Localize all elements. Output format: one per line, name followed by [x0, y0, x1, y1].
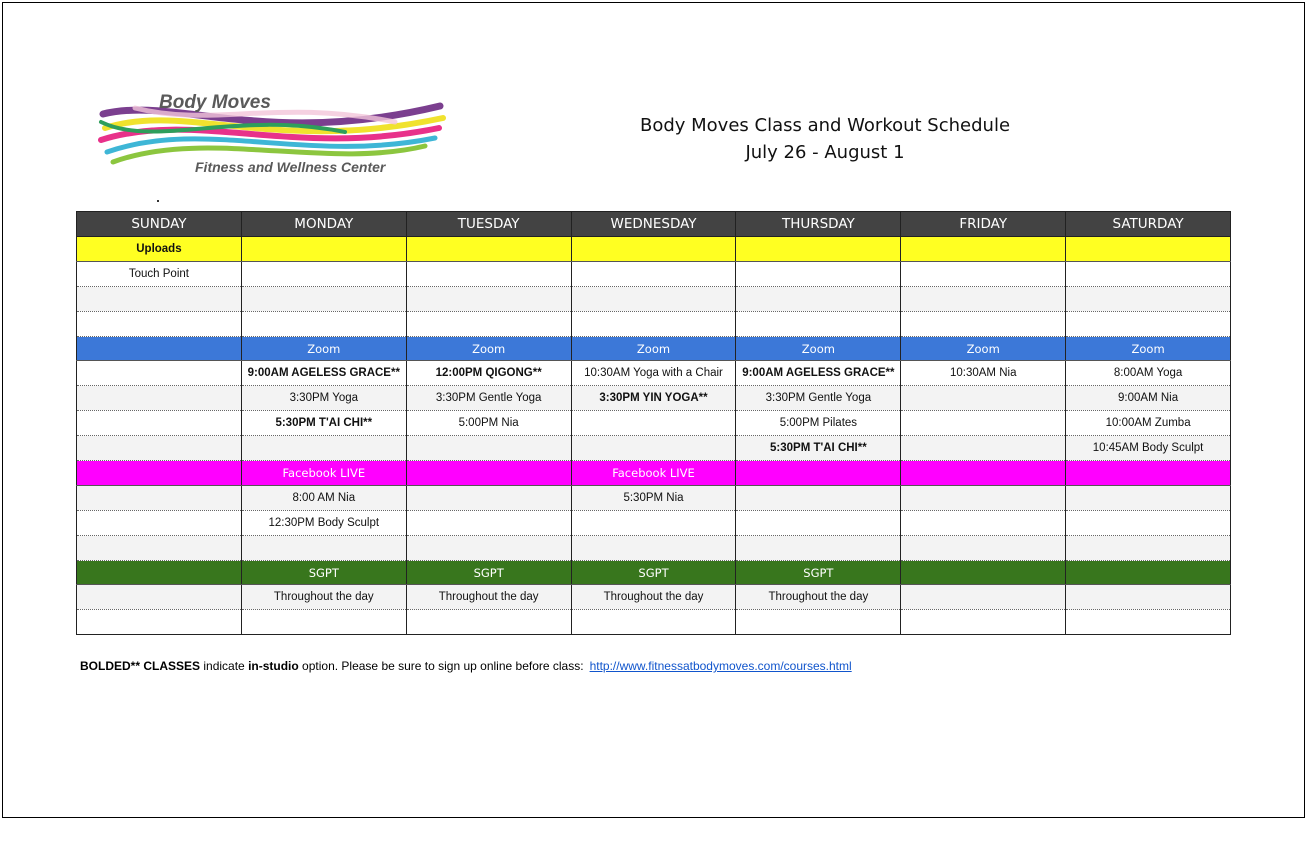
schedule-cell: 3:30PM Gentle Yoga	[736, 386, 901, 411]
schedule-cell	[736, 261, 901, 286]
section-band-cell: Zoom	[406, 336, 571, 361]
section-band-cell: SGPT	[406, 560, 571, 585]
schedule-row	[77, 386, 1231, 411]
day-header: FRIDAY	[901, 212, 1066, 237]
schedule-cell	[901, 510, 1066, 535]
section-band-cell	[736, 461, 901, 486]
section-band-cell	[406, 461, 571, 486]
schedule-cell	[736, 510, 901, 535]
schedule-cell	[77, 386, 242, 411]
schedule-cell	[406, 261, 571, 286]
section-band-cell	[901, 461, 1066, 486]
section-band-cell: SGPT	[241, 560, 406, 585]
schedule-cell: 3:30PM Gentle Yoga	[406, 386, 571, 411]
section-band-green	[77, 560, 1231, 585]
schedule-cell	[901, 485, 1066, 510]
schedule-cell	[736, 311, 901, 336]
schedule-cell	[406, 510, 571, 535]
schedule-cell: Touch Point	[77, 261, 242, 286]
section-band-cell: Facebook LIVE	[571, 461, 736, 486]
schedule-cell	[406, 535, 571, 560]
schedule-cell	[77, 411, 242, 436]
section-band-cell	[1066, 461, 1231, 486]
schedule-cell: 3:30PM YIN YOGA**	[571, 386, 736, 411]
section-band-cell	[736, 237, 901, 262]
schedule-cell: 10:30AM Nia	[901, 361, 1066, 386]
section-band-cell: Uploads	[77, 237, 242, 262]
schedule-table	[76, 211, 1231, 635]
section-band-magenta	[77, 461, 1231, 486]
schedule-cell	[571, 436, 736, 461]
logo-swoosh	[95, 88, 450, 180]
schedule-cell	[736, 485, 901, 510]
schedule-row	[77, 411, 1231, 436]
section-band-cell: SGPT	[736, 560, 901, 585]
schedule-cell	[571, 610, 736, 635]
schedule-row	[77, 286, 1231, 311]
section-band-cell	[901, 560, 1066, 585]
schedule-cell	[77, 361, 242, 386]
schedule-cell	[241, 261, 406, 286]
schedule-cell	[77, 535, 242, 560]
schedule-cell: 5:30PM T'AI CHI**	[241, 411, 406, 436]
section-band-cell	[571, 237, 736, 262]
schedule-row	[77, 261, 1231, 286]
schedule-cell	[901, 311, 1066, 336]
schedule-cell: 3:30PM Yoga	[241, 386, 406, 411]
schedule-cell: 10:00AM Zumba	[1066, 411, 1231, 436]
schedule-row	[77, 585, 1231, 610]
section-band-cell: Zoom	[241, 336, 406, 361]
schedule-cell	[406, 286, 571, 311]
schedule-cell	[1066, 286, 1231, 311]
schedule-cell: 9:00AM AGELESS GRACE**	[241, 361, 406, 386]
schedule-cell	[736, 535, 901, 560]
schedule-body	[77, 237, 1231, 635]
schedule-cell	[406, 610, 571, 635]
section-band-cell	[1066, 237, 1231, 262]
schedule-cell	[77, 485, 242, 510]
schedule-cell	[571, 411, 736, 436]
section-band-cell: Zoom	[1066, 336, 1231, 361]
stray-dot	[157, 200, 159, 202]
day-header: SUNDAY	[77, 212, 242, 237]
schedule-cell: 12:30PM Body Sculpt	[241, 510, 406, 535]
day-header: THURSDAY	[736, 212, 901, 237]
schedule-cell: Throughout the day	[406, 585, 571, 610]
schedule-cell: 5:30PM Nia	[571, 485, 736, 510]
schedule-cell: 5:00PM Nia	[406, 411, 571, 436]
section-band-cell: Zoom	[736, 336, 901, 361]
schedule-cell	[241, 286, 406, 311]
schedule-cell	[241, 535, 406, 560]
logo-line2: Fitness and Wellness Center	[195, 159, 386, 175]
footer-note	[80, 659, 852, 673]
day-header: WEDNESDAY	[571, 212, 736, 237]
schedule-cell	[736, 286, 901, 311]
schedule-row	[77, 311, 1231, 336]
section-band-cell	[241, 237, 406, 262]
day-header: MONDAY	[241, 212, 406, 237]
schedule-cell	[241, 610, 406, 635]
schedule-cell	[77, 610, 242, 635]
logo-line1: Body Moves	[159, 92, 271, 113]
schedule-cell: 10:30AM Yoga with a Chair	[571, 361, 736, 386]
schedule-cell	[77, 311, 242, 336]
schedule-cell	[77, 585, 242, 610]
section-band-cell	[901, 237, 1066, 262]
schedule-cell	[901, 436, 1066, 461]
schedule-cell: Throughout the day	[241, 585, 406, 610]
section-band-yellow	[77, 237, 1231, 262]
schedule-cell	[77, 436, 242, 461]
schedule-cell: Throughout the day	[571, 585, 736, 610]
schedule-row	[77, 485, 1231, 510]
schedule-row	[77, 510, 1231, 535]
schedule-cell	[406, 485, 571, 510]
schedule-cell	[901, 261, 1066, 286]
schedule-row	[77, 436, 1231, 461]
title-line2: July 26 - August 1	[745, 142, 905, 163]
schedule-cell: 12:00PM QIGONG**	[406, 361, 571, 386]
section-band-cell: Zoom	[571, 336, 736, 361]
footer-bold-1: BOLDED** CLASSES	[80, 659, 201, 673]
schedule-cell	[1066, 510, 1231, 535]
schedule-cell	[571, 510, 736, 535]
schedule-cell	[1066, 311, 1231, 336]
schedule-cell	[406, 311, 571, 336]
schedule-cell: 8:00 AM Nia	[241, 485, 406, 510]
schedule-cell: 5:30PM T'AI CHI**	[736, 436, 901, 461]
footer-bold-2: in-studio	[248, 659, 299, 673]
courses-link[interactable]: http://www.fitnessatbodymoves.com/courses.html	[589, 659, 852, 673]
schedule-cell	[571, 261, 736, 286]
schedule-cell	[77, 286, 242, 311]
schedule-cell	[901, 411, 1066, 436]
day-header: TUESDAY	[406, 212, 571, 237]
schedule-cell	[901, 610, 1066, 635]
schedule-cell: 8:00AM Yoga	[1066, 361, 1231, 386]
schedule-cell	[571, 311, 736, 336]
section-band-blue	[77, 336, 1231, 361]
title-line1: Body Moves Class and Workout Schedule	[639, 115, 1011, 136]
schedule-cell: Throughout the day	[736, 585, 901, 610]
footer-text-2: option. Please be sure to sign up online before class:	[298, 659, 584, 673]
schedule-row	[77, 610, 1231, 635]
schedule-cell	[1066, 610, 1231, 635]
schedule-cell	[77, 510, 242, 535]
schedule-cell: 9:00AM Nia	[1066, 386, 1231, 411]
schedule-row	[77, 535, 1231, 560]
schedule-cell	[571, 286, 736, 311]
logo	[95, 88, 450, 180]
schedule-cell	[901, 386, 1066, 411]
schedule-cell	[241, 311, 406, 336]
schedule-cell	[901, 585, 1066, 610]
document-title	[560, 112, 1090, 166]
section-band-cell: Facebook LIVE	[241, 461, 406, 486]
schedule-cell	[1066, 261, 1231, 286]
schedule-cell	[406, 436, 571, 461]
section-band-cell: Zoom	[901, 336, 1066, 361]
schedule-cell	[1066, 535, 1231, 560]
schedule-cell	[241, 436, 406, 461]
schedule-cell	[1066, 485, 1231, 510]
day-header-row	[77, 212, 1231, 237]
schedule-cell	[901, 286, 1066, 311]
schedule-cell	[736, 610, 901, 635]
schedule-cell	[571, 535, 736, 560]
schedule-cell: 10:45AM Body Sculpt	[1066, 436, 1231, 461]
section-band-cell	[77, 336, 242, 361]
day-header: SATURDAY	[1066, 212, 1231, 237]
section-band-cell	[77, 560, 242, 585]
schedule-cell: 5:00PM Pilates	[736, 411, 901, 436]
section-band-cell	[77, 461, 242, 486]
schedule-cell	[901, 535, 1066, 560]
footer-text-1: indicate	[200, 659, 249, 673]
section-band-cell	[1066, 560, 1231, 585]
schedule-cell	[1066, 585, 1231, 610]
schedule-cell: 9:00AM AGELESS GRACE**	[736, 361, 901, 386]
section-band-cell: SGPT	[571, 560, 736, 585]
section-band-cell	[406, 237, 571, 262]
schedule-row	[77, 361, 1231, 386]
